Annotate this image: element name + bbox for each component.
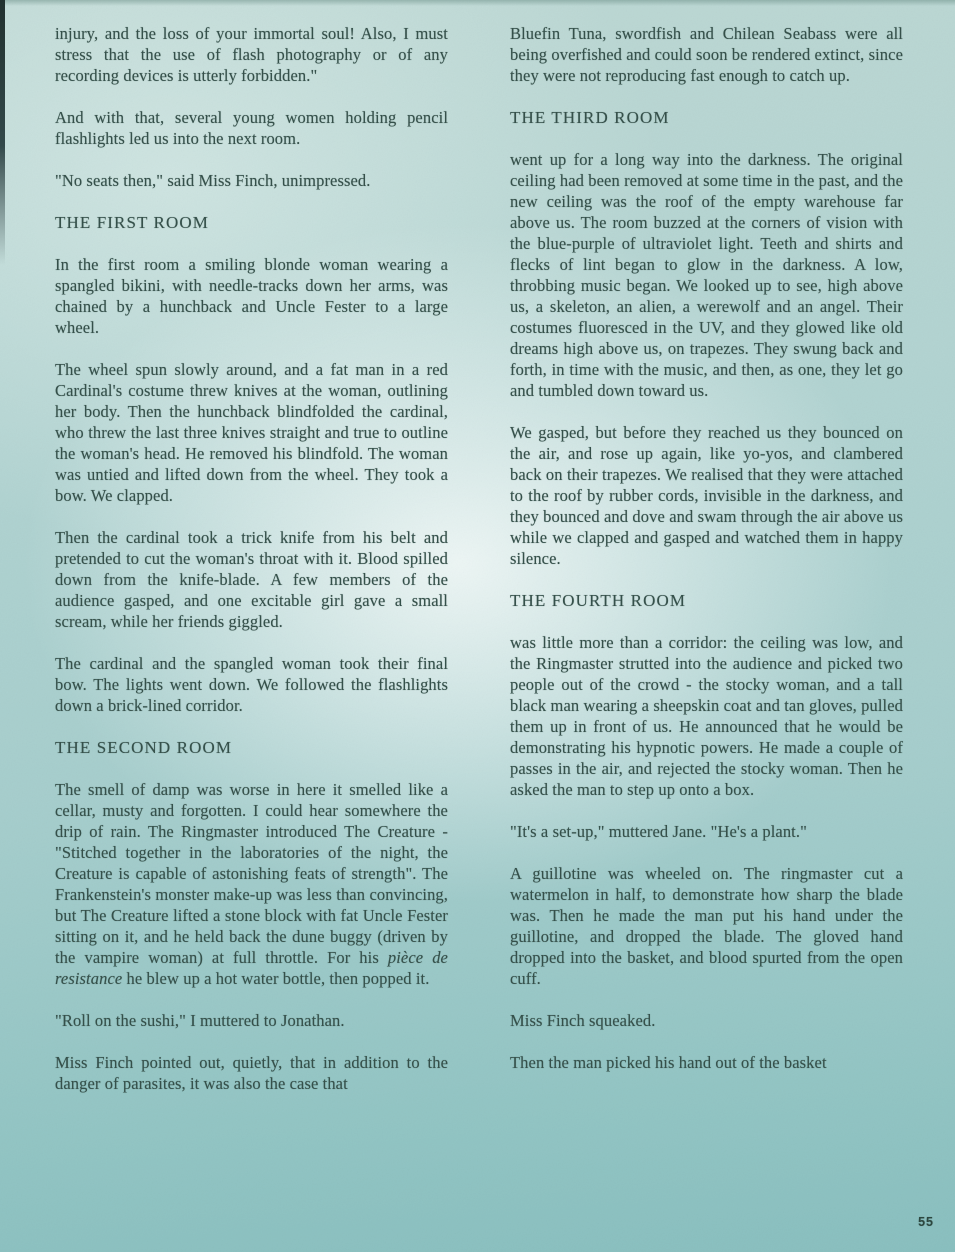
paragraph: A guillotine was wheeled on. The ringmaster cut a watermelon in half, to demonstrate how sharp the blade was. Then he made the man put his hand under the guillotine, and dropped the blade. The gloved hand dropped into the basket, and blood spurted from the open cuff. bbox=[510, 864, 903, 988]
right-column bbox=[510, 23, 903, 1094]
scan-top-edge-shadow bbox=[0, 0, 955, 6]
section-heading-the-second-room: THE SECOND ROOM bbox=[55, 738, 233, 757]
paragraph: The wheel spun slowly around, and a fat man in a red Cardinal's costume threw knives at the woman, outlining her body. Then the hunchback blindfolded the cardinal, who threw the last three knives straight and true to outline the woman's head. He removed his blindfold. The woman was untied and lifted down from the wheel. They took a bow. We clapped. bbox=[55, 360, 448, 505]
paragraph: went up for a long way into the darkness. The original ceiling had been removed at some time in the past, and the new ceiling was the roof of the empty warehouse far above us. The room buzzed at the corners of vision with the blue-purple of ultraviolet light. Teeth and shirts and flecks of lint began to glow in the darkness. A low, throbbing music began. We looked up to see, high above us, a skeleton, an alien, a werewolf and an angel. Their costumes fluoresced in the UV, and they glowed like old dreams high above us, on trapezes. They swung back and forth, in time with the music, and then, as one, they let go and tumbled down toward us. bbox=[510, 150, 903, 400]
paragraph: was little more than a corridor: the ceiling was low, and the Ringmaster strutted into the audience and picked two people out of the crowd - the stocky woman, and a tall black man wearing a sheepskin coat and tan gloves, pulled them up in front of us. He announced that he would be demonstrating his hypnotic powers. He made a couple of passes in the air, and rejected the stocky woman. Then he asked the man to step up onto a box. bbox=[510, 633, 903, 799]
paragraph: And with that, several young women holding pencil flashlights led us into the next room. bbox=[55, 108, 448, 148]
paragraph: Then the cardinal took a trick knife from his belt and pretended to cut the woman's throat with it. Blood spilled down from the knife-blade. A few members of the audience gasped, and one excitable girl gave a small scream, while her friends giggled. bbox=[55, 528, 448, 631]
paragraph-continuation: Bluefin Tuna, swordfish and Chilean Seabass were all being overfished and could soon be rendered extinct, since they were not reproducing fast enough to catch up. bbox=[510, 24, 903, 85]
paragraph-continuation: injury, and the loss of your immortal soul! Also, I must stress that the use of flash photography or of any recording devices is utterly forbidden." bbox=[55, 24, 448, 85]
paragraph: Then the man picked his hand out of the basket bbox=[510, 1053, 827, 1072]
paragraph-dialogue: "No seats then," said Miss Finch, unimpressed. bbox=[55, 171, 371, 190]
paragraph: Miss Finch squeaked. bbox=[510, 1011, 656, 1030]
two-column-text-area bbox=[55, 23, 903, 1094]
paragraph-with-italic bbox=[55, 779, 448, 989]
paragraph: In the first room a smiling blonde woman wearing a spangled bikini, with needle-tracks down her arms, was chained by a hunchback and Uncle Fester to a large wheel. bbox=[55, 255, 448, 337]
section-heading-the-first-room: THE FIRST ROOM bbox=[55, 213, 209, 232]
paragraph: The cardinal and the spangled woman took their final bow. The lights went down. We followed the flashlights down a brick-lined corridor. bbox=[55, 654, 448, 715]
section-heading-the-third-room: THE THIRD ROOM bbox=[510, 108, 670, 127]
scan-left-edge-shadow bbox=[0, 0, 5, 265]
italic-phrase: pièce de resistance bbox=[55, 948, 448, 988]
section-heading-the-fourth-room: THE FOURTH ROOM bbox=[510, 591, 687, 610]
paragraph-dialogue: "It's a set-up," muttered Jane. "He's a plant." bbox=[510, 822, 807, 841]
left-column bbox=[55, 23, 448, 1094]
paragraph: Miss Finch pointed out, quietly, that in addition to the danger of parasites, it was also the case that bbox=[55, 1053, 448, 1093]
paragraph-text: The smell of damp was worse in here it smelled like a cellar, musty and forgotten. I could hear somewhere the drip of rain. The Ringmaster introduced The Creature - "Stitched together in the laboratories of the night, the Creature is capable of astonishing feats of strength". The Frankenstein's monster make-up was less than convincing, but The Creature lifted a stone block with fat Uncle Fester sitting on it, and he held back the dune buggy (driven by the vampire woman) at full throttle. For his bbox=[55, 780, 448, 967]
paragraph-text: he blew up a hot water bottle, then popped it. bbox=[122, 969, 430, 988]
page-number: 55 bbox=[918, 1215, 934, 1229]
paragraph: We gasped, but before they reached us they bounced on the air, and rose up again, like yo-yos, and clambered back on their trapezes. We realised that they were attached to the roof by rubber cords, invisible in the darkness, and they bounced and dove and swam through the air above us while we clapped and gasped and watched them in happy silence. bbox=[510, 423, 903, 568]
paragraph-dialogue: "Roll on the sushi," I muttered to Jonathan. bbox=[55, 1011, 345, 1030]
